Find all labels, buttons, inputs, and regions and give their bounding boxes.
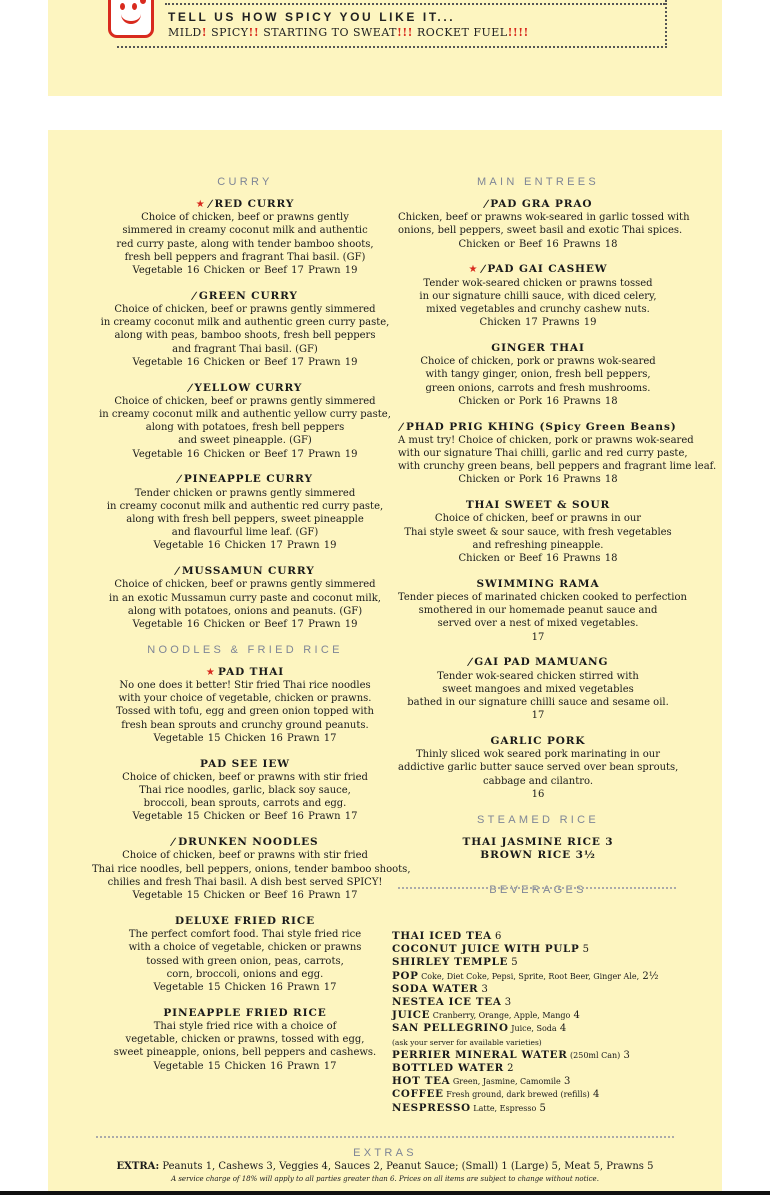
- menu-item-name: [398, 198, 678, 211]
- menu-item-name: [398, 735, 678, 748]
- menu-item-name: [92, 290, 398, 303]
- menu-item-description: Choice of chicken, beef or prawns with stir fried: [122, 771, 368, 783]
- beverage-item: [392, 930, 658, 943]
- menu-item-prices: Chicken 17 Prawns 19: [479, 317, 597, 329]
- beverage-name: JUICE: [392, 1009, 431, 1022]
- beverage-item: [392, 1088, 658, 1101]
- menu-item-description: with our signature Thai chilli, garlic and red curry paste,: [398, 448, 688, 460]
- beverage-item: [392, 1049, 658, 1062]
- beverage-detail: Cranberry, Orange, Apple, Mango: [430, 1011, 571, 1021]
- menu-item-description: in creamy coconut milk and authentic yellow curry paste,: [99, 409, 391, 421]
- menu-item-description: in creamy coconut milk and authentic green curry paste,: [100, 317, 390, 329]
- spicy-level-marks: !!: [248, 26, 260, 39]
- chili-icon: /: [173, 566, 181, 578]
- beverage-name: COCONUT JUICE WITH PULP: [392, 943, 580, 956]
- section-heading: BEVERAGES: [489, 884, 587, 897]
- menu-item-description: green onions, carrots and fresh mushrooms.: [425, 382, 651, 394]
- menu-item-prices: Chicken or Pork 16 Prawns 18: [458, 395, 618, 407]
- beverage-item: [392, 943, 658, 956]
- menu-item: [92, 290, 398, 369]
- menu-item-prices: Vegetable 15 Chicken 16 Prawn 17: [153, 732, 337, 744]
- beverage-price: 3: [478, 983, 488, 995]
- menu-item-description: Choice of chicken, beef or prawns gently simmered: [114, 304, 376, 316]
- menu-item-name: [398, 263, 678, 276]
- menu-item-name: [398, 578, 678, 591]
- extras-line: [0, 1161, 770, 1172]
- chili-icon: /: [186, 382, 194, 394]
- extras-section: [0, 1147, 770, 1183]
- menu-item-description: vegetable, chicken or prawns, tossed with egg,: [125, 1034, 365, 1046]
- beverage-price: 5: [508, 957, 518, 969]
- menu-item-description: The perfect comfort food. Thai style fried rice: [128, 929, 362, 941]
- menu-item-description: cabbage and cilantro.: [482, 775, 594, 787]
- menu-item-description: addictive garlic butter sauce served over bean sprouts,: [398, 762, 679, 774]
- spicy-level-word: ROCKET FUEL: [417, 26, 508, 39]
- menu-item-description: sweet mangoes and mixed vegetables: [442, 683, 634, 695]
- menu-item-prices: Vegetable 16 Chicken or Beef 17 Prawn 19: [132, 265, 358, 277]
- chili-icon: /: [465, 657, 474, 669]
- section-heading-block: [398, 884, 678, 896]
- spicy-level-marks: !: [201, 26, 208, 39]
- menu-item-title: RED CURRY: [214, 198, 295, 210]
- menu-item: [398, 735, 678, 801]
- beverage-name: BOTTLED WATER: [392, 1062, 504, 1075]
- menu-item-subtitle: (Spicy Green Beans): [534, 420, 677, 433]
- menu-item: [398, 198, 690, 251]
- menu-item-description: No one does it better! Stir fried Thai rice noodles: [119, 680, 371, 692]
- menu-item-description: Thinly sliced wok seared pork marinating in our: [415, 749, 661, 761]
- menu-item-name: [92, 836, 398, 849]
- bottom-border: [0, 1191, 770, 1195]
- extras-text: Peanuts 1, Cashews 3, Veggies 4, Sauces 2, Peanut Sauce; (Small) 1 (Large) 5, Meat 5, Prawns 5: [162, 1161, 654, 1172]
- rice-option: THAI JASMINE RICE 3: [462, 835, 614, 848]
- menu-item-title: PAD SEE IEW: [200, 757, 290, 770]
- spicy-level-marks: !!!: [397, 26, 414, 39]
- chili-icon: /: [190, 290, 198, 302]
- menu-item-description: along with potatoes, fresh bell peppers: [145, 422, 345, 434]
- menu-item: [92, 198, 398, 277]
- chili-icon: /: [206, 199, 214, 210]
- beverage-detail: Coke, Diet Coke, Pepsi, Sprite, Root Beer, Ginger Ale,: [418, 971, 640, 981]
- beverage-detail: Juice, Soda: [508, 1024, 557, 1034]
- beverage-name: SODA WATER: [392, 982, 479, 995]
- menu-item-name: [92, 758, 398, 771]
- menu-item-prices: Vegetable 16 Chicken or Beef 17 Prawn 19: [132, 619, 358, 631]
- beverage-item: [392, 956, 658, 969]
- beverage-price: 4: [589, 1089, 600, 1101]
- menu-item-title: PHAD PRIG KHING: [406, 420, 535, 433]
- beverage-price: 2½: [639, 970, 659, 982]
- menu-item: [92, 666, 398, 745]
- menu-item-description: bathed in our signature chilli sauce and sesame oil.: [407, 697, 669, 709]
- menu-item-description: onions, bell peppers, sweet basil and exotic Thai spices.: [398, 225, 683, 237]
- menu-item-description: with crunchy green beans, bell peppers and fragrant lime leaf.: [398, 461, 717, 473]
- beverage-name: SHIRLEY TEMPLE: [392, 956, 509, 969]
- menu-item-description: Tender chicken or prawns gently simmered: [134, 487, 356, 499]
- menu-item-description: Choice of chicken, beef or prawns gently: [141, 212, 349, 224]
- menu-item-prices: Vegetable 15 Chicken 16 Prawn 17: [153, 1060, 337, 1072]
- menu-item-description: Tossed with tofu, egg and green onion topped with: [116, 706, 374, 718]
- menu-item: [92, 758, 398, 824]
- menu-item-title: PAD GAI CASHEW: [487, 263, 608, 276]
- menu-item-description: Chicken, beef or prawns wok-seared in garlic tossed with: [398, 212, 690, 224]
- rice-block: [398, 836, 678, 862]
- menu-item-description: Choice of chicken, pork or prawns wok-seared: [420, 356, 656, 368]
- menu-item-prices: 16: [531, 788, 545, 800]
- beverage-name: HOT TEA: [392, 1075, 451, 1088]
- menu-item-description: in our signature chilli sauce, with diced celery,: [419, 290, 657, 302]
- spicy-legend-box: [117, 0, 667, 48]
- menu-item-title: DRUNKEN NOODLES: [178, 836, 319, 849]
- menu-item-description: Tender pieces of marinated chicken cooked to perfection: [398, 592, 687, 604]
- menu-item-prices: Vegetable 15 Chicken or Beef 16 Prawn 17: [132, 890, 358, 902]
- menu-item-description: with your choice of vegetable, chicken or prawns.: [118, 693, 372, 705]
- menu-item-title: YELLOW CURRY: [194, 381, 303, 394]
- rice-option: BROWN RICE 3½: [480, 848, 596, 861]
- menu-item: [398, 499, 678, 565]
- menu-item-description: along with fresh bell peppers, sweet pineapple: [126, 514, 364, 526]
- rice-divider: [398, 887, 676, 889]
- menu-item-description: mixed vegetables and crunchy cashew nuts.: [426, 304, 650, 316]
- beverage-price: 3: [560, 1076, 571, 1088]
- menu-item-title: THAI SWEET & SOUR: [465, 499, 611, 512]
- menu-item-description: red curry paste, along with tender bamboo shoots,: [116, 238, 374, 250]
- menu-item-prices: Chicken or Pork 16 Prawns 18: [458, 474, 618, 486]
- menu-item-prices: Vegetable 16 Chicken or Beef 17 Prawn 19: [132, 448, 358, 460]
- menu-item: [398, 577, 687, 644]
- menu-item-name: [398, 656, 678, 669]
- menu-item-description: in creamy coconut milk and authentic red curry paste,: [106, 500, 384, 512]
- section-heading: CURRY: [217, 176, 273, 188]
- extras-heading: EXTRAS: [353, 1147, 417, 1159]
- beverage-detail: (250ml Can): [567, 1050, 621, 1060]
- beverage-price: 4: [556, 1023, 567, 1035]
- menu-item-prices: Vegetable 16 Chicken or Beef 17 Prawn 19: [132, 356, 358, 368]
- menu-item: [398, 656, 678, 722]
- menu-item-description: chilies and fresh Thai basil. A dish best served SPICY!: [107, 876, 383, 888]
- chili-icon: /: [481, 199, 490, 210]
- menu-item-name: [92, 198, 398, 211]
- menu-item-title: GARLIC PORK: [490, 735, 586, 748]
- beverage-note: (ask your server for available varieties): [392, 1037, 542, 1047]
- section-heading-block: [398, 176, 678, 188]
- beverage-price: 3: [501, 997, 512, 1009]
- menu-item: [398, 263, 678, 329]
- right-menu-column: [397, 176, 717, 906]
- beverage-name: NESTEA ICE TEA: [392, 996, 502, 1009]
- menu-item-description: broccoli, bean sprouts, carrots and egg.: [143, 798, 347, 810]
- menu-item-prices: Vegetable 15 Chicken or Beef 16 Prawn 17: [132, 811, 358, 823]
- beverage-price: 2: [503, 1063, 514, 1075]
- beverage-item: [392, 983, 658, 996]
- menu-item-title: GAI PAD MAMUANG: [474, 656, 609, 669]
- menu-item-description: simmered in creamy coconut milk and authentic: [122, 225, 368, 237]
- beverage-item: [392, 1022, 658, 1035]
- beverage-price: 5: [536, 1102, 546, 1114]
- menu-item-description: in an exotic Mussamun curry paste and coconut milk,: [109, 592, 381, 604]
- chili-icon: /: [397, 421, 405, 433]
- menu-item-description: sweet pineapple, onions, bell peppers and cashews.: [113, 1047, 377, 1059]
- menu-item-description: Choice of chicken, beef or prawns with stir fried: [122, 850, 368, 862]
- menu-item-title: DELUXE FRIED RICE: [174, 914, 316, 927]
- menu-item-description: Choice of chicken, beef or prawns gently simmered: [114, 579, 376, 591]
- section-heading: MAIN ENTREES: [476, 176, 600, 188]
- beverage-item: [392, 1102, 658, 1115]
- menu-item-name: [398, 421, 678, 434]
- menu-item-title: GINGER THAI: [491, 342, 585, 355]
- beverage-price: 3: [620, 1049, 630, 1061]
- beverage-name: COFFEE: [392, 1088, 444, 1101]
- menu-item-description: with a choice of vegetable, chicken or prawns: [128, 942, 362, 954]
- menu-item-description: Thai rice noodles, garlic, black soy sauce,: [139, 785, 351, 797]
- beverage-name: NESPRESSO: [392, 1101, 471, 1114]
- menu-item: [92, 382, 398, 461]
- menu-item-description: and flavourful lime leaf. (GF): [171, 527, 319, 539]
- menu-item-title: PINEAPPLE FRIED RICE: [163, 1006, 327, 1019]
- beverage-name: PERRIER MINERAL WATER: [392, 1048, 568, 1061]
- menu-item-description: served over a nest of mixed vegetables.: [437, 618, 639, 630]
- menu-item-prices: Chicken or Beef 16 Prawns 18: [458, 238, 618, 250]
- menu-item-description: tossed with green onion, peas, carrots,: [146, 955, 344, 967]
- beverage-item: [392, 1075, 658, 1088]
- section-heading: STEAMED RICE: [476, 813, 600, 826]
- menu-item-name: [92, 382, 398, 395]
- spicy-level-word: MILD: [168, 26, 202, 39]
- beverage-item: [392, 996, 658, 1009]
- chili-icon: /: [175, 474, 183, 486]
- service-charge-note: A service charge of 18% will apply to all parties greater than 6. Prices on all items are subject to change without notice.: [171, 1175, 599, 1183]
- menu-item-description: Tender wok-seared chicken stirred with: [437, 670, 639, 682]
- menu-item: [92, 915, 398, 994]
- beverage-price: 6: [491, 931, 502, 942]
- menu-item-title: PAD THAI: [218, 665, 285, 678]
- spicy-legend-title: TELL US HOW SPICY YOU LIKE IT...: [168, 10, 456, 24]
- menu-item: [398, 342, 678, 408]
- menu-item-prices: Vegetable 16 Chicken 17 Prawn 19: [153, 540, 337, 552]
- menu-item-title: MUSSAMUN CURRY: [182, 565, 315, 578]
- menu-item-description: and fragrant Thai basil. (GF): [172, 343, 318, 355]
- menu-item-prices: Vegetable 15 Chicken 16 Prawn 17: [153, 981, 337, 993]
- beverage-price: 4: [570, 1010, 580, 1022]
- menu-item-name: [398, 342, 678, 355]
- star-icon: ★: [195, 199, 208, 210]
- chili-icon: /: [478, 264, 487, 276]
- spicy-level-word: STARTING TO SWEAT: [263, 26, 398, 39]
- section-heading-block: [92, 176, 398, 188]
- menu-item-description: Thai style sweet & sour sauce, with fresh vegetables: [404, 526, 672, 538]
- section-heading: NOODLES & FRIED RICE: [147, 643, 343, 656]
- beverage-item: [392, 1062, 658, 1075]
- section-heading-block: [92, 644, 398, 656]
- menu-item: [92, 565, 398, 631]
- menu-item-name: [398, 499, 678, 512]
- menu-item: [92, 1007, 398, 1073]
- star-icon: ★: [468, 264, 481, 276]
- extras-divider: [96, 1136, 674, 1138]
- menu-item-name: [92, 473, 398, 486]
- menu-item-description: and sweet pineapple. (GF): [178, 435, 312, 447]
- menu-item-description: Tender wok-seared chicken or prawns tossed: [423, 277, 653, 289]
- beverage-detail: Fresh ground, dark brewed (refills): [443, 1090, 590, 1100]
- beverage-detail: Green, Jasmine, Camomile: [450, 1077, 561, 1087]
- menu-item-description: along with peas, bamboo shoots, fresh bell peppers: [114, 330, 376, 342]
- menu-item-title: GREEN CURRY: [198, 289, 298, 302]
- menu-item-description: fresh bell peppers and fragrant Thai basil. (GF): [124, 251, 366, 263]
- menu-item-description: Choice of chicken, beef or prawns gently simmered: [114, 395, 376, 407]
- menu-item-description: with tangy ginger, onion, fresh bell peppers,: [425, 369, 651, 381]
- menu-item-name: [92, 565, 398, 578]
- beverage-item: [392, 1009, 658, 1022]
- menu-item: [92, 836, 411, 902]
- section-heading-block: [398, 814, 678, 826]
- spicy-level-word: SPICY: [211, 26, 249, 39]
- menu-item-prices: Chicken or Beef 16 Prawns 18: [458, 553, 618, 565]
- menu-item-description: A must try! Choice of chicken, pork or prawns wok-seared: [398, 434, 694, 446]
- beverage-list: [392, 930, 658, 1115]
- spicy-level-marks: !!!!: [507, 26, 529, 39]
- menu-item-name: [92, 1007, 398, 1020]
- beverage-price: 5: [579, 944, 589, 956]
- menu-item-description: Thai style fried rice with a choice of: [153, 1020, 337, 1032]
- extras-label: EXTRA:: [116, 1161, 160, 1172]
- beverage-detail: Latte, Espresso: [470, 1103, 537, 1113]
- menu-item-description: along with potatoes, onions and peanuts. (GF): [127, 605, 363, 617]
- menu-item: [397, 420, 717, 487]
- spicy-legend-levels: [168, 26, 529, 39]
- beverage-name: THAI ICED TEA: [392, 930, 492, 942]
- star-icon: ★: [205, 666, 219, 678]
- menu-item-prices: 17: [531, 710, 545, 722]
- menu-item-name: [92, 915, 398, 928]
- menu-item-name: [92, 666, 398, 679]
- menu-item-description: corn, broccoli, onions and egg.: [166, 968, 324, 980]
- menu-item-description: Choice of chicken, beef or prawns in our: [434, 513, 642, 525]
- menu-item-title: PINEAPPLE CURRY: [183, 473, 313, 486]
- menu-item: [92, 473, 398, 552]
- menu-item-description: Thai rice noodles, bell peppers, onions, tender bamboo shoots,: [92, 863, 411, 875]
- menu-item-description: and refreshing pineapple.: [472, 539, 604, 551]
- menu-item-description: fresh bean sprouts and crunchy ground peanuts.: [121, 719, 369, 731]
- menu-item-description: smothered in our homemade peanut sauce and: [418, 605, 658, 617]
- menu-item-title: SWIMMING RAMA: [476, 577, 600, 590]
- menu-item-title: PAD GRA PRAO: [490, 198, 593, 210]
- beverage-item: [392, 970, 658, 983]
- beverage-name: SAN PELLEGRINO: [392, 1022, 509, 1035]
- beverage-name: POP: [392, 969, 419, 982]
- chili-icon: /: [169, 837, 177, 849]
- menu-item-prices: 17: [531, 631, 545, 643]
